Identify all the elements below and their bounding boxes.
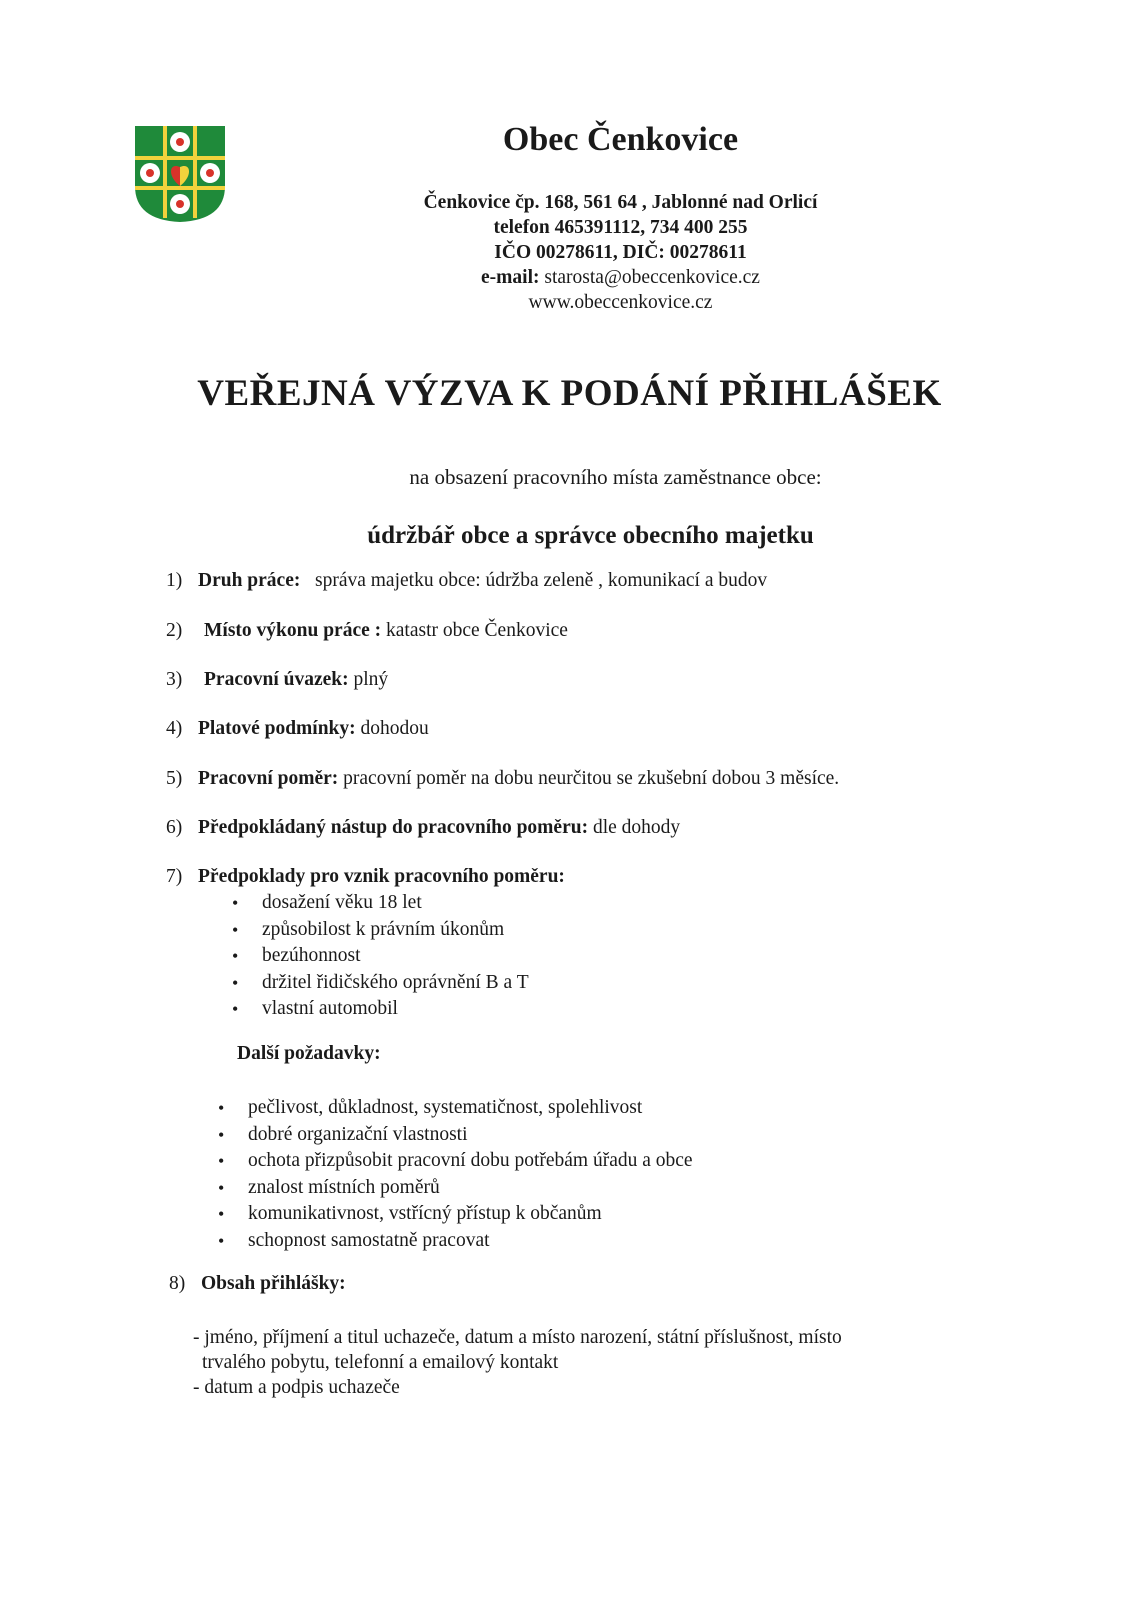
list-item: • ochota přizpůsobit pracovní dobu potřebám úřadu a obce [248,1148,693,1175]
list-item: • komunikativnost, vstřícný přístup k občanům [248,1201,693,1228]
list-item: - datum a podpis uchazeče [193,1377,400,1398]
item-4: 4) Platové podmínky: dohodou [166,718,429,739]
address: Čenkovice čp. 168, 561 64 , Jablonné nad Orlicí [423,192,818,213]
list-item: • bezúhonnost [262,943,529,970]
item-1: 1) Druh práce: správa majetku obce: údržba zeleně , komunikací a budov [166,570,768,591]
item-5: 5) Pracovní poměr: pracovní poměr na dobu neurčitou se zkušební dobou 3 měsíce. [166,768,840,789]
email-line [110,265,1131,290]
item-7: 7) Předpoklady pro vznik pracovního poměru: [166,866,565,887]
list-item: • vlastní automobil [262,996,529,1023]
further-requirements-heading: Další požadavky: [237,1043,381,1064]
list-item: • schopnost samostatně pracovat [248,1228,693,1255]
prerequisites-list [262,890,529,1023]
list-item: • způsobilost k právním úkonům [262,917,529,944]
list-item: • dosažení věku 18 let [262,890,529,917]
phone: telefon 465391112, 734 400 255 [493,217,748,238]
email-label: e-mail: [481,267,540,288]
further-requirements-list [248,1095,693,1254]
item-2: 2) Místo výkonu práce : katastr obce Čenkovice [166,620,568,641]
item-6: 6) Předpokládaný nástup do pracovního poměru: dle dohody [166,817,681,838]
item-8: 8) Obsah přihlášky: [169,1273,346,1294]
list-item: • pečlivost, důkladnost, systematičnost, spolehlivost [248,1095,693,1122]
website-link[interactable]: www.obeccenkovice.cz [528,292,713,313]
list-item: • držitel řidičského oprávnění B a T [262,970,529,997]
list-item: - jméno, příjmení a titul uchazeče, datum a místo narození, státní příslušnost, místo [193,1327,842,1348]
contact-block [0,190,1131,315]
list-item: • znalost místních poměrů [248,1175,693,1202]
municipality-name: Obec Čenkovice [502,121,739,158]
ico-dic: IČO 00278611, DIČ: 00278611 [494,242,747,263]
document-subtitle: na obsazení pracovního místa zaměstnance obce: [409,465,822,489]
list-item: trvalého pobytu, telefonní a emailový kontakt [202,1352,559,1373]
document-title: VEŘEJNÁ VÝZVA K PODÁNÍ PŘIHLÁŠEK [197,373,942,414]
item-3: 3) Pracovní úvazek: plný [166,669,389,690]
application-content [193,1325,842,1400]
list-item: • dobré organizační vlastnosti [248,1122,693,1149]
email-link[interactable]: starosta@obeccenkovice.cz [544,267,760,288]
job-position: údržbář obce a správce obecního majetku [367,522,814,549]
